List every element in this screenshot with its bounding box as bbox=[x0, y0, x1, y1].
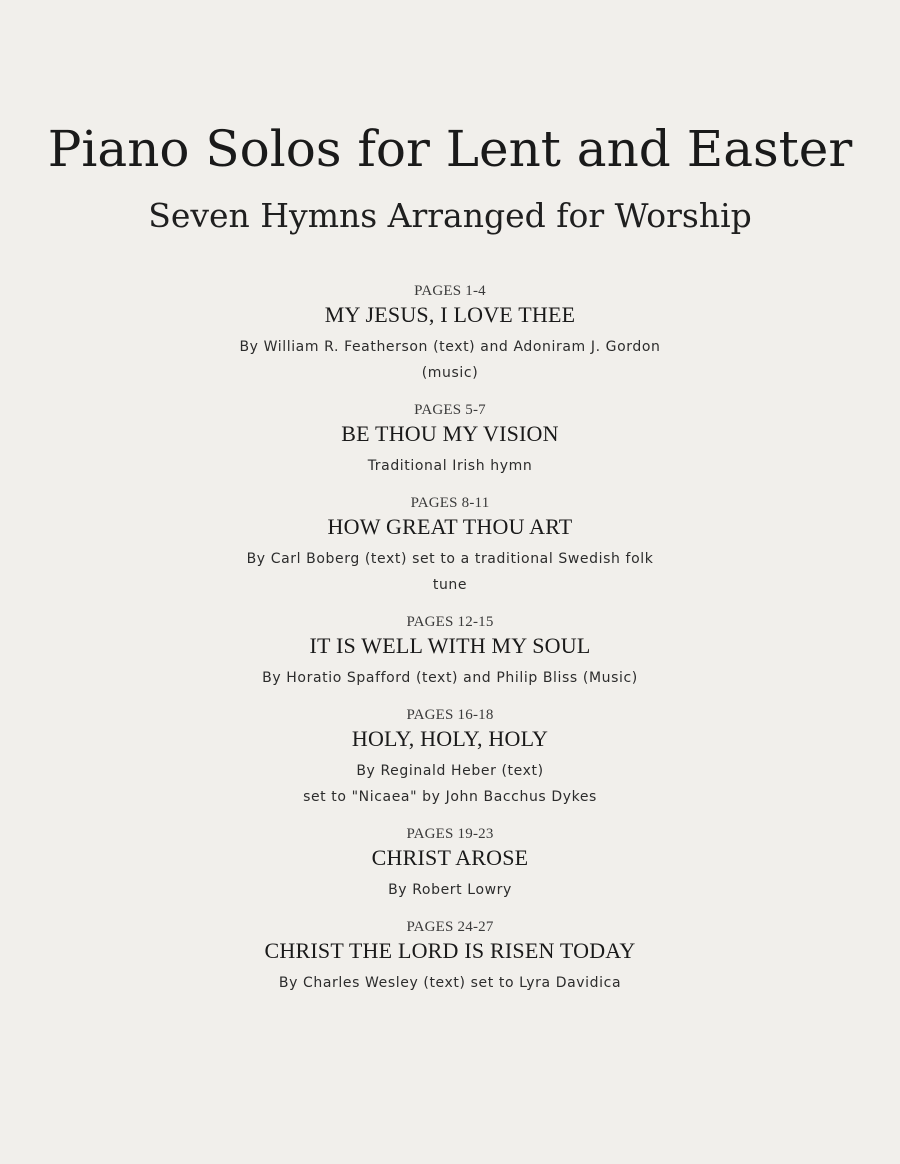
page-range: PAGES 1-4 bbox=[414, 283, 486, 299]
page-range: PAGES 19-23 bbox=[406, 826, 494, 842]
page-range: PAGES 16-18 bbox=[406, 707, 494, 723]
hymn-credit: By Robert Lowry bbox=[388, 882, 512, 898]
hymn-credit: By William R. Featherson (text) and Adoniram J. Gordon (music) bbox=[239, 339, 661, 381]
table-of-contents bbox=[0, 280, 900, 1009]
hymn-credit: Traditional Irish hymn bbox=[367, 458, 533, 474]
page-subtitle: Seven Hymns Arranged for Worship bbox=[148, 196, 752, 235]
hymn-title: CHRIST THE LORD IS RISEN TODAY bbox=[264, 938, 636, 963]
hymn-title: HOW GREAT THOU ART bbox=[327, 514, 573, 539]
hymn-credit: By Horatio Spafford (text) and Philip Bliss (Music) bbox=[262, 670, 638, 686]
toc-entry bbox=[0, 399, 900, 479]
hymn-title: BE THOU MY VISION bbox=[341, 421, 559, 446]
page-range: PAGES 12-15 bbox=[406, 614, 494, 630]
toc-entry bbox=[0, 916, 900, 996]
hymn-title: MY JESUS, I LOVE THEE bbox=[324, 302, 576, 327]
hymn-title: IT IS WELL WITH MY SOUL bbox=[309, 633, 591, 658]
hymn-credit-line: By Reginald Heber (text) bbox=[356, 763, 544, 779]
toc-entry bbox=[0, 823, 900, 903]
hymn-credit-line: set to "Nicaea" by John Bacchus Dykes bbox=[303, 789, 597, 805]
page-range: PAGES 24-27 bbox=[406, 919, 494, 935]
hymn-title: CHRIST AROSE bbox=[371, 845, 529, 870]
hymn-title: HOLY, HOLY, HOLY bbox=[351, 726, 549, 751]
toc-entry bbox=[0, 611, 900, 691]
toc-entry bbox=[0, 492, 900, 598]
page-range: PAGES 8-11 bbox=[410, 495, 490, 511]
hymn-credit: By Charles Wesley (text) set to Lyra Davidica bbox=[278, 975, 622, 991]
toc-entry bbox=[0, 704, 900, 810]
toc-entry bbox=[0, 280, 900, 386]
hymn-credit: By Carl Boberg (text) set to a traditional Swedish folk tune bbox=[246, 551, 654, 593]
hymn-credit bbox=[190, 758, 710, 810]
page-range: PAGES 5-7 bbox=[414, 402, 486, 418]
page-title: Piano Solos for Lent and Easter bbox=[47, 120, 853, 178]
